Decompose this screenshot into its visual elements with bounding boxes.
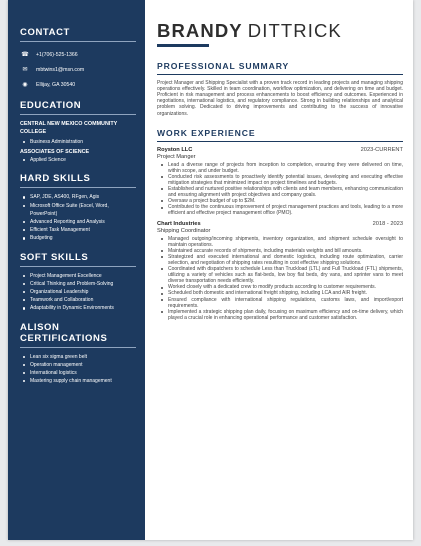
school-name: CENTRAL NEW MEXICO COMMUNITY COLLEGE — [20, 121, 118, 135]
list-item: Strategized and executed international and domestic logistics, including route optimization, carrier selection, and negotiation of shipping rates resulting in cost effective shipping solutions. — [160, 254, 403, 266]
divider — [157, 141, 403, 142]
job-title: Project Manger — [157, 153, 196, 160]
list-item: Implemented a strategic shipping plan daily, focusing on maximum efficiency and on-time delivery, which played a crucial role in enhancing operational performance and customer satisfaction. — [160, 309, 403, 321]
company-name: Chart Industries — [157, 220, 201, 227]
contact-phone — [20, 47, 136, 62]
list-item: Critical Thinking and Problem-Solving — [20, 280, 136, 288]
list-item: SAP, JDE, AS400, RFgen, Agis — [20, 193, 136, 201]
list-item: Worked closely with a dedicated crew to modify products according to customer requirements. — [160, 284, 403, 290]
company-name: Royston LLC — [157, 146, 193, 153]
divider — [20, 347, 136, 348]
location-pin-icon: ◉ — [22, 82, 28, 88]
divider — [157, 74, 403, 75]
list-item: Adaptability in Dynamic Environments — [20, 304, 136, 312]
list-item: Maintained accurate records of shipments, including materials weights and bill amounts. — [160, 248, 403, 254]
list-item: Ensured compliance with international shipping regulations, customs laws, and import/export requirements. — [160, 297, 403, 309]
summary-heading: PROFESSIONAL SUMMARY — [157, 60, 290, 71]
list-item: Teamwork and Collaboration — [20, 296, 136, 304]
list-item: Budgeting — [20, 234, 136, 242]
last-name: DITTRICK — [247, 20, 342, 41]
contact-location — [20, 77, 136, 92]
summary-text: Project Manager and Shipping Specialist with a proven track record in leading projects and managing shipping operations effectively. Skilled in team coordination, workflow optimization, and delivering on time and budget. Proficient in risk management and process enhancements to boost efficiency and outcomes. Experienced in negotiations, international logistics, and regulatory compliance. Strong in building relationships and analytical problem solving. Dedicated to driving improvements and contributing to the success of innovative organizations. — [157, 79, 403, 117]
divider — [20, 41, 136, 42]
job-dates: 2023-CURRENT — [360, 146, 403, 153]
list-item: Oversaw a project budget of up to $2M. — [160, 198, 403, 204]
list-item: Efficient Task Management — [20, 226, 136, 234]
list-item: Lead a diverse range of projects from inception to completion, ensuring they were delivered on time, within scope, and under budget. — [160, 162, 403, 174]
job-entry — [157, 147, 403, 217]
school-list — [20, 138, 136, 146]
job-title: Shipping Coordinator — [157, 227, 211, 234]
divider — [20, 266, 136, 267]
list-item: Microsoft Office Suite (Excel, Word, PowerPoint) — [20, 202, 136, 218]
soft-skills-heading: SOFT SKILLS — [20, 251, 89, 263]
list-item: Lean six sigma green belt — [20, 353, 136, 361]
phone-text: +1(706)-525-1366 — [36, 51, 78, 58]
list-item: Contributed to the continuous improvement of project management practices and tools, leading to a more efficient and effective project management office (PMO). — [160, 204, 403, 216]
name-underline — [157, 44, 209, 47]
education-heading: EDUCATION — [20, 100, 82, 111]
list-item: International logistics — [20, 369, 136, 377]
hard-skills-list — [20, 193, 136, 242]
phone-icon: ☎ — [21, 52, 29, 58]
job-bullets — [160, 236, 403, 321]
list-item: Mastering supply chain management — [20, 377, 136, 385]
job-dates: 2018 - 2023 — [372, 220, 403, 227]
candidate-name — [157, 20, 403, 42]
list-item: Established and nurtured positive relationships with clients and team members, enhancing communication and ensuring alignment with project objectives and company goals. — [160, 186, 403, 198]
experience-heading: WORK EXPERIENCE — [157, 127, 256, 138]
list-item: Scheduled both domestic and international freight shipping, including LCA and AIR freight. — [160, 290, 403, 296]
list-item: Business Administration — [20, 138, 136, 146]
job-bullets — [160, 162, 403, 217]
resume-page — [8, 0, 413, 540]
list-item: Organizational Leadership — [20, 288, 136, 296]
list-item: Conducted risk assessments to proactively identify potential issues, developing and executing effective mitigation strategies that minimized impact on project timelines and budgets. — [160, 174, 403, 186]
degree-list — [20, 156, 136, 164]
degree-name: ASSOCIATES OF SCIENCE — [20, 149, 90, 156]
contact-heading: CONTACT — [20, 27, 70, 38]
email-icon: ✉ — [22, 67, 28, 73]
list-item: Coordinated with dispatchers to schedule Less than Truckload (LTL) and Full Truckload (FTL) shipments, utilizing a variety of vehicles such as flat-beds, low boy flat beds, dry vans, and sprinter vans to meet diverse transportation needs efficiently. — [160, 266, 403, 284]
list-item: Advanced Reporting and Analysis — [20, 218, 136, 226]
certifications-list — [20, 353, 136, 386]
soft-skills-list — [20, 272, 136, 313]
list-item: Applied Science — [20, 156, 136, 164]
hard-skills-heading: HARD SKILLS — [20, 173, 91, 185]
list-item: Operation management — [20, 361, 136, 369]
sidebar — [8, 0, 145, 540]
list-item: Project Management Excellence — [20, 272, 136, 280]
certifications-heading: ALISON CERTIFICATIONS — [20, 321, 108, 344]
main-content — [157, 0, 403, 321]
first-name: BRANDY — [157, 20, 243, 41]
list-item: Managed outgoing/incoming shipments, inventory organization, and shipment schedule oversight to maintain operations. — [160, 236, 403, 248]
divider — [20, 114, 136, 115]
email-text: mbtwins1@msn.com — [36, 66, 85, 73]
contact-email — [20, 62, 136, 77]
job-entry — [157, 221, 403, 321]
location-text: Ellijay, GA 30540 — [36, 81, 76, 88]
divider — [20, 187, 136, 188]
